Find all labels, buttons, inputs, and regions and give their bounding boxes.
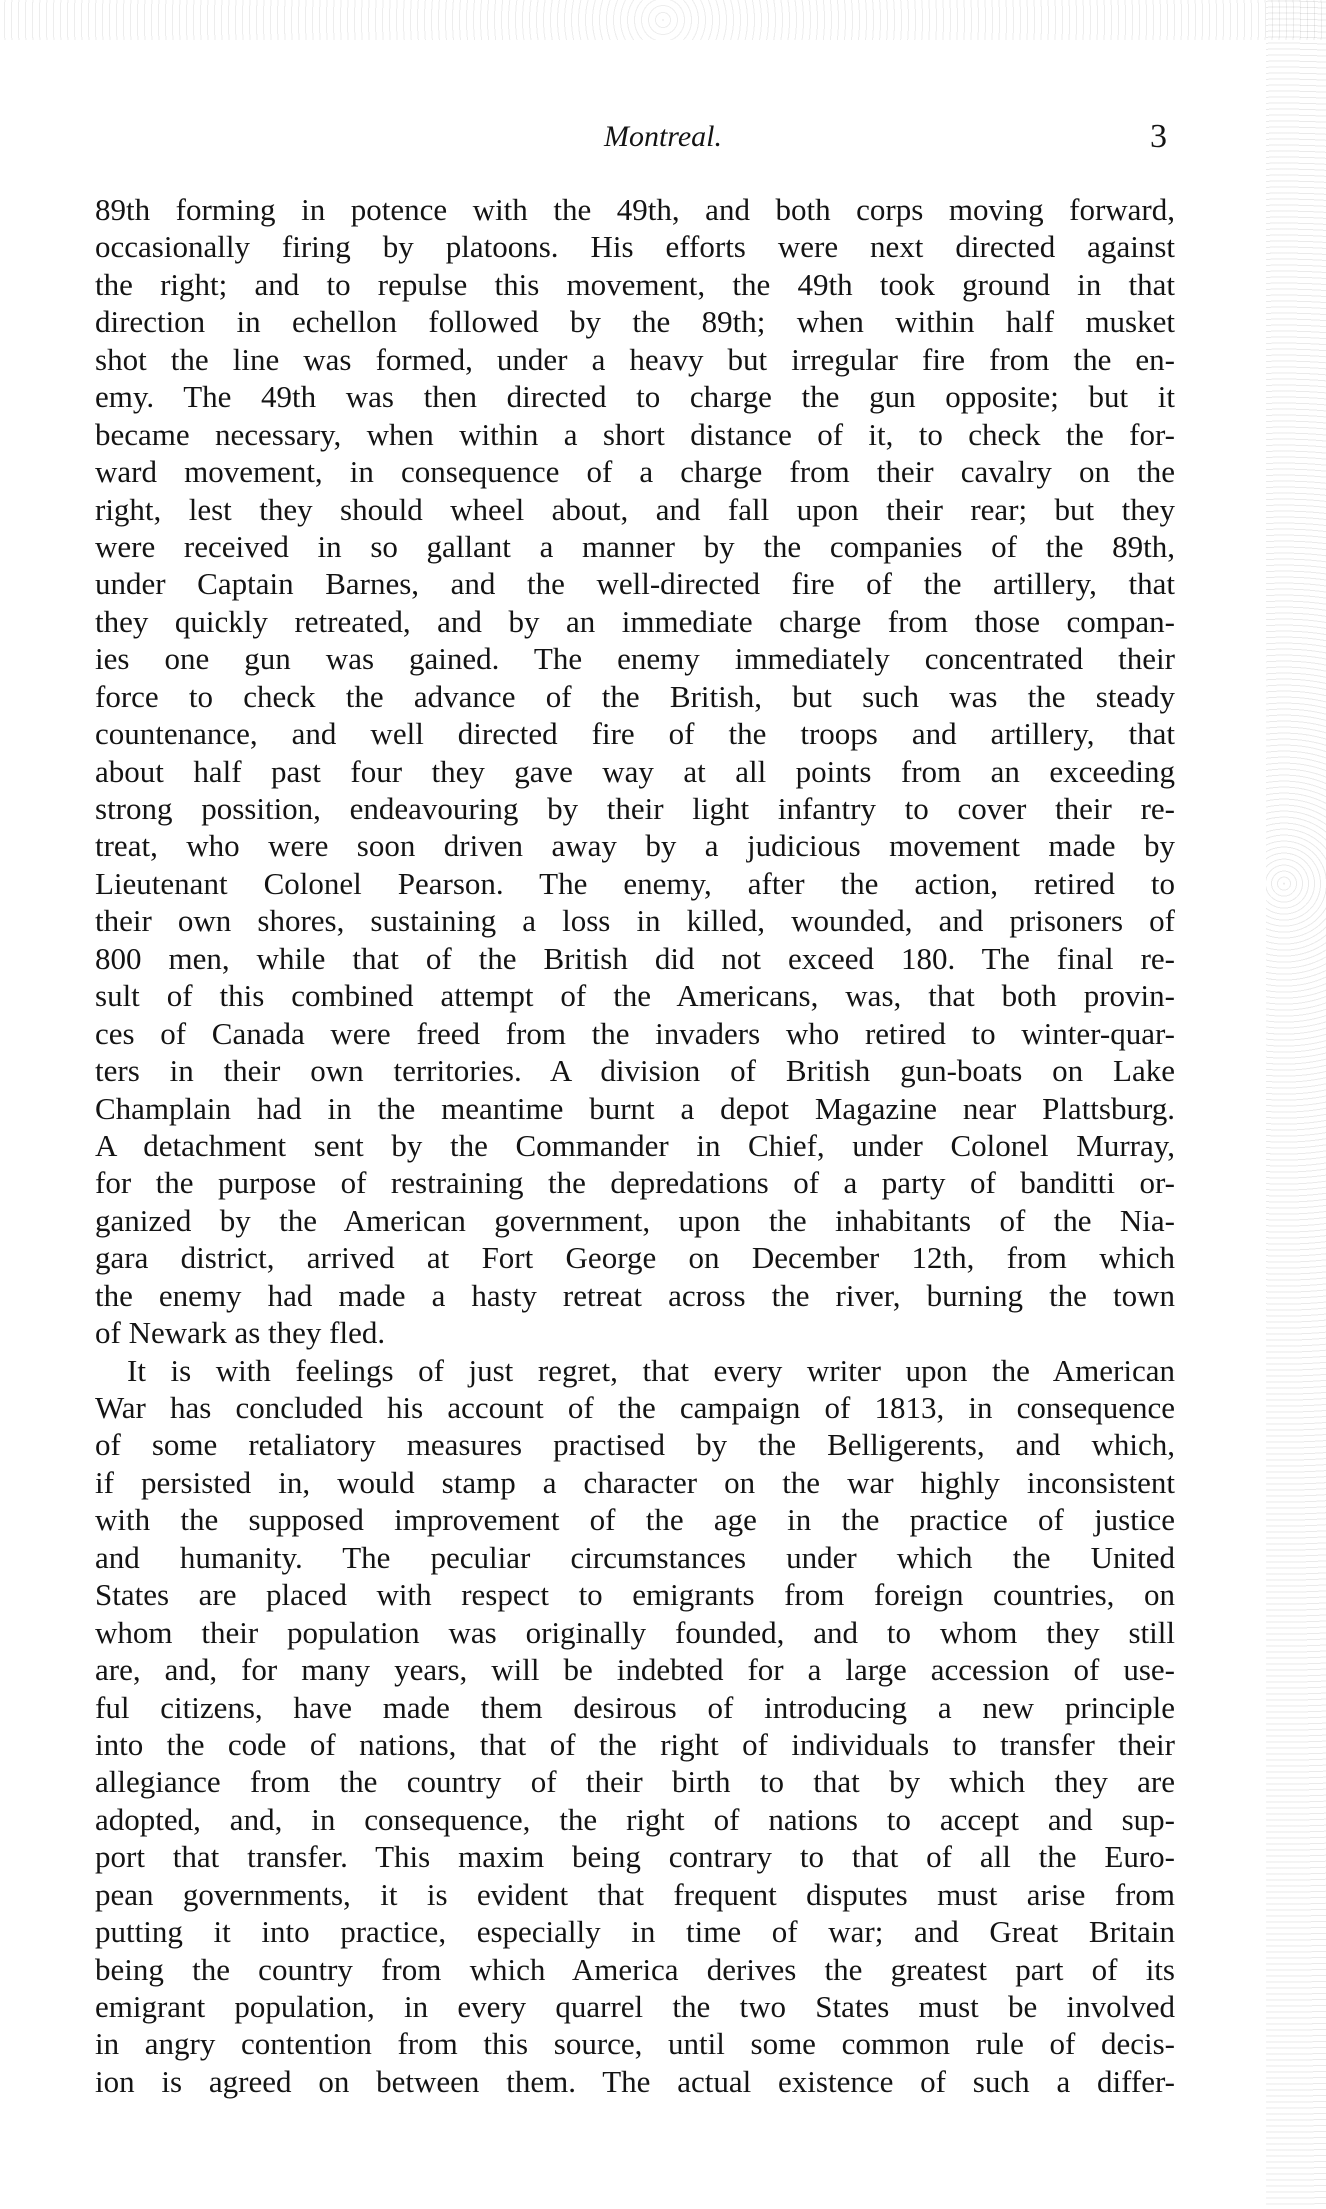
text-line: their own shores, sustaining a loss in killed, wounded, and prisoners of xyxy=(95,903,1175,939)
text-line: right, lest they should wheel about, and fall upon their rear; but they xyxy=(95,491,1175,527)
text-line: War has concluded his account of the campaign of 1813, in consequence xyxy=(95,1390,1175,1425)
text-line: are, and, for many years, will be indebted for a large accession of use- xyxy=(95,1652,1175,1688)
text-line: 800 men, while that of the British did not exceed 180. The final re- xyxy=(95,940,1175,976)
text-line: were received in so gallant a manner by the companies of the 89th, xyxy=(95,528,1175,564)
text-line: strong possition, endeavouring by their light infantry to cover their re- xyxy=(95,791,1175,826)
scan-noise-right-edge xyxy=(1266,0,1326,2209)
text-line: emigrant population, in every quarrel the two States must be involved xyxy=(95,1989,1175,2024)
text-line: ion is agreed on between them. The actual existence of such a differ- xyxy=(95,2063,1175,2099)
text-line: Lieutenant Colonel Pearson. The enemy, after the action, retired to xyxy=(95,865,1175,901)
running-head: Montreal. xyxy=(603,120,723,153)
text-line: A detachment sent by the Commander in Chief, under Colonel Murray, xyxy=(95,1127,1175,1163)
text-line: Champlain had in the meantime burnt a depot Magazine near Plattsburg. xyxy=(95,1090,1175,1126)
text-line: port that transfer. This maxim being contrary to that of all the Euro- xyxy=(95,1839,1175,1875)
text-line: if persisted in, would stamp a character on the war highly inconsistent xyxy=(95,1464,1175,1500)
text-line: the enemy had made a hasty retreat across the river, burning the town xyxy=(95,1277,1175,1313)
text-line: the right; and to repulse this movement, the 49th took ground in that xyxy=(95,266,1175,302)
text-line: ces of Canada were freed from the invaders who retired to winter-quar- xyxy=(95,1015,1175,1051)
page-header xyxy=(0,118,1326,158)
text-line: ters in their own territories. A division of British gun-boats on Lake xyxy=(95,1053,1175,1089)
text-line: It is with feelings of just regret, that every writer upon the American xyxy=(127,1352,1175,1388)
text-line: putting it into practice, especially in time of war; and Great Britain xyxy=(95,1914,1175,1950)
text-line: about half past four they gave way at all points from an exceeding xyxy=(95,753,1175,789)
text-line: countenance, and well directed fire of the troops and artillery, that xyxy=(95,716,1175,752)
body-text xyxy=(95,191,1175,2100)
text-line: and humanity. The peculiar circumstances under which the United xyxy=(95,1539,1175,1575)
text-line: ganized by the American government, upon the inhabitants of the Nia- xyxy=(95,1202,1175,1238)
text-line: with the supposed improvement of the age in the practice of justice xyxy=(95,1502,1175,1538)
text-line: of Newark as they fled. xyxy=(95,1315,386,1351)
text-line: direction in echellon followed by the 89th; when within half musket xyxy=(95,304,1175,340)
text-line: they quickly retreated, and by an immediate charge from those compan- xyxy=(95,603,1175,639)
text-line: for the purpose of restraining the depredations of a party of banditti or- xyxy=(95,1165,1175,1201)
scan-noise-top xyxy=(0,0,1326,40)
text-line: whom their population was originally founded, and to whom they still xyxy=(95,1614,1175,1650)
text-line: became necessary, when within a short distance of it, to check the for- xyxy=(95,416,1175,452)
text-line: ful citizens, have made them desirous of introducing a new principle xyxy=(95,1689,1175,1725)
text-line: shot the line was formed, under a heavy but irregular fire from the en- xyxy=(95,341,1175,377)
page-number: 3 xyxy=(1150,118,1167,155)
text-line: States are placed with respect to emigrants from foreign countries, on xyxy=(95,1577,1175,1613)
text-line: emy. The 49th was then directed to charge the gun opposite; but it xyxy=(95,379,1175,415)
text-line: in angry contention from this source, until some common rule of decis- xyxy=(95,2026,1175,2062)
text-line: of some retaliatory measures practised by the Belligerents, and which, xyxy=(95,1427,1175,1463)
text-line: ward movement, in consequence of a charge from their cavalry on the xyxy=(95,454,1175,490)
text-line: force to check the advance of the British, but such was the steady xyxy=(95,678,1175,714)
text-line: 89th forming in potence with the 49th, and both corps moving forward, xyxy=(95,192,1175,227)
text-line: gara district, arrived at Fort George on December 12th, from which xyxy=(95,1240,1175,1276)
text-line: adopted, and, in consequence, the right of nations to accept and sup- xyxy=(95,1801,1175,1837)
text-line: sult of this combined attempt of the Americans, was, that both provin- xyxy=(95,978,1175,1014)
text-line: occasionally firing by platoons. His efforts were next directed against xyxy=(95,229,1175,265)
text-line: treat, who were soon driven away by a judicious movement made by xyxy=(95,828,1175,864)
text-line: ies one gun was gained. The enemy immediately concentrated their xyxy=(95,641,1175,677)
text-line: allegiance from the country of their birth to that by which they are xyxy=(95,1764,1175,1800)
text-line: being the country from which America derives the greatest part of its xyxy=(95,1951,1175,1987)
text-line: pean governments, it is evident that frequent disputes must arise from xyxy=(95,1876,1175,1912)
text-line: under Captain Barnes, and the well-directed fire of the artillery, that xyxy=(95,566,1175,602)
text-line: into the code of nations, that of the right of individuals to transfer their xyxy=(95,1726,1175,1762)
